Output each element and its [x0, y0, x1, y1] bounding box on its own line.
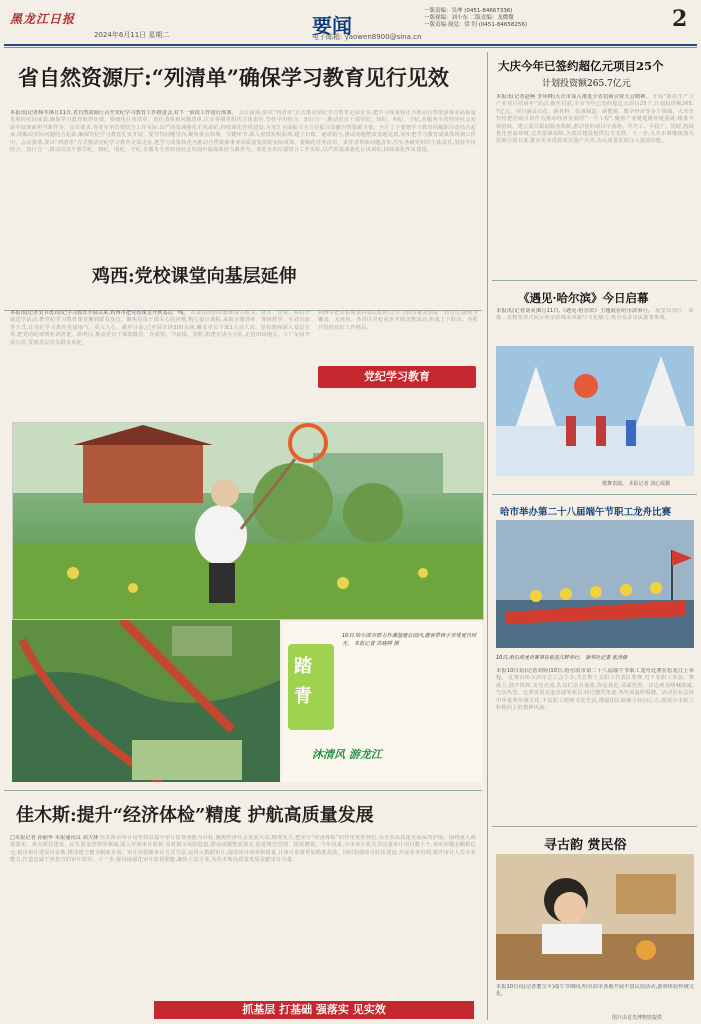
child-with-net-photo [13, 423, 483, 619]
headline: 大庆今年已签约超亿元项目25个 [498, 59, 664, 73]
feature-title: 踏青 [294, 656, 312, 707]
subheadline: 计划投资额265.7亿元 [542, 79, 631, 89]
photo-credit: 歌舞表演。 本报记者 刘心瑶摄 [602, 481, 671, 487]
section-title: 要闻 [312, 14, 352, 38]
campaign-banner [154, 1001, 474, 1019]
feature-title-block [288, 644, 334, 730]
campaign-banner-text: 党纪学习教育 [364, 370, 430, 383]
article-body [496, 94, 694, 276]
newspaper-brand: 黑龙江日报 [10, 12, 76, 26]
body-text: 鸡西市把党校课堂向基层延伸,让学习教育覆盖到每一名党员,做到全覆盖、无死角。各县区党校同步开展送教活动,形成上下联动、齐抓共管的良好工作格局。 [318, 310, 478, 331]
editor-contacts [424, 8, 654, 29]
header-rule-thin [4, 47, 697, 48]
lead-paragraph: 本报讯(记者赵畅 李风峰)大庆市深入推进全省招商引资大会精神。 [496, 94, 651, 100]
photo-credit: 图片由首先博物馆提供 [612, 1015, 663, 1021]
page-number: 2 [672, 6, 688, 32]
body-text: 佳木斯市审计局坚持以提升审计监督效能为目标,聚焦经济社会发展大局,精准发力,把审计“经济体检”的作用发挥到位,为全市高质量发展保驾护航。围绕重大政策落实、重点项目建设、民生资金管理等领域,深入开展审计监督,及时揭示风险隐患,推动问题整改落实,促进规范管理、提质增效。今年以来,全市审计机关共完成审计项目数十个,查出问题金额数亿元,提出审计建议百余条,推动建立健全制度多项。审计局创新审计方式方法,运用大数据审计,提高审计效率和质量,让审计监督更加精准高效。同时加强审计队伍建设,开展业务培训,提升审计人员专业能力,打造忠诚干净担当的审计铁军。下一步,将持续强化审计监督职能,聚焦主责主业,为佳木斯高质量发展贡献审计力量。 [10, 835, 476, 864]
issue-date: 2024年6月11日 星期二 [94, 31, 170, 39]
body-text: 开展“新质生产力产业项目招商年”活动,截至目前,全市今年已签约超亿元项目25个,计划投资额265.7亿元。项目涵盖石化、新材料、装备制造、新能源、数字经济等多个领域。大庆市坚持把招商引资作为推动经济发展的“一号工程”,聚焦产业链延链补链强链,精准开展招商。建立项目跟踪服务机制,推动签约项目早落地、早开工、早投产。同时,持续优化营商环境,完善要素保障,为项目建设提供有力支撑。下一步,大庆市将继续加大招商引资力度,推动更多优质项目落户大庆,为高质量发展注入强劲动能。 [496, 94, 694, 145]
lead-paragraph: 本报讯(记者刘美)6月11日,《遇见·哈尔滨》主题展在哈尔滨举行。 [496, 308, 654, 314]
dragon-boat-race-photo [496, 520, 694, 648]
article-body-continued [318, 310, 478, 362]
byline: □本报记者 孙丽华 本报通讯员 刘天林 [10, 835, 99, 841]
photo-caption: 10日,哈尔滨市群力外滩湿地公园内,游客带孩子享受夏日时光。 本报记者 苏晓婷 摄 [342, 633, 477, 647]
campaign-banner [318, 366, 476, 388]
campaign-banner-text: 抓基层 打基础 强落实 见实效 [242, 1003, 386, 1016]
article-daqing [492, 52, 697, 281]
column-divider [487, 52, 488, 1020]
body-text: 展览以图片、影像、实物等形式展示哈尔滨城市风貌与文化魅力,吸引众多市民游客参观。 [496, 308, 694, 322]
contact-line: 一版责编·视觉：常 钊 (0451-84658256) [424, 22, 528, 28]
article-dragon-boat [492, 498, 697, 827]
headline: 鸡西:党校课堂向基层延伸 [92, 266, 297, 287]
article-body [496, 668, 694, 820]
contact-line: 一版责编：吴坤 (0451-84667336) [424, 8, 513, 14]
wetland-boardwalk-photo [12, 620, 280, 782]
contact-line: 一版视编：刘小东 二版责编：龙微微 [424, 15, 514, 21]
headline: 佳木斯:提升“经济体检”精度 护航高质量发展 [16, 805, 374, 826]
exhibition-photo [496, 346, 694, 476]
main-photo [12, 422, 484, 620]
photo-caption-box [282, 622, 482, 782]
headline: 省自然资源厅:“列清单”确保学习教育见行见效 [18, 65, 449, 90]
body-text: 会议强调,要以“列清单”方式推动党纪学习教育走深走实,把学习成果转化为推动自然资源事业高质量发展的实际成效,确保学习教育取得实效。要细化任务清单、责任清单和问题清单,压实各级党组织主体责任,坚持学用结合、知行合一,推动党员干部学纪、知纪、明纪、守纪,在服务全省经济社会发展中展现新担当新作为。会议要求,各处室单位要结合工作实际,以严的基调强化正风肃纪,持续深化作风建设,为龙江全面振兴全方位振兴贡献自然资源力量。全厅上下要把学习教育同履职尽责结合起来,同解决实际问题结合起来,确保党纪学习教育扎实开展。要坚持问题导向,聚焦重点领域、关键环节,深入查找短板弱项,建立台账、逐项销号,推动问题整改落地见效,切实把学习教育成果体现到工作中。会议强调,要以“列清单”方式推动党纪学习教育走深走实,把学习成果转化为推动自然资源事业高质量发展的实际成效。要细化任务清单、责任清单和问题清单,压实各级党组织主体责任,坚持学用结合、知行合一,推动党员干部学纪、知纪、明纪、守纪,在服务全省经济社会发展中展现新担当新作为。各处室单位要结合工作实际,以严的基调强化正风肃纪,持续深化作风建设。 [10, 110, 476, 154]
photo-caption: 10日,哈尔滨龙舟赛事在松花江畔举行。 新华社记者 张涛摄 [496, 655, 628, 661]
article-harbin-exhibition [492, 284, 697, 495]
child-crafts-photo [496, 854, 694, 980]
body-text: 市委党校组织教师深入机关、社区、企业、乡村开展送学活动,把党纪学习教育课堂搬到群众身边。聚焦党员干部关心的问题,精心设计课程,采取专题讲座、现场教学、互动交流等方式,让党纪学习教育更接地气、更入人心。截至目前,已开展宣讲300余场,覆盖党员干部1万余人次。党校教师深入基层宣讲,把党的纪律规矩讲清楚、讲明白,推动党员干部知敬畏、存戒惧、守底线。同时,组建宣讲小分队,走进田间地头、工厂车间开展宣讲,受到基层党员群众欢迎。 [10, 310, 310, 346]
headline: 寻古韵 赏民俗 [544, 838, 627, 853]
article-body [10, 310, 310, 408]
lead-paragraph: 本报讯(记者杨冬)6月11日,省自然资源厅召开党纪学习教育工作推进会,对下一阶段工作进行部署。 [10, 110, 237, 116]
article-body [496, 984, 694, 1014]
article-folk-customs [492, 830, 697, 1022]
wetland-photo [12, 620, 280, 782]
headline: 哈市举办第二十八届端午节职工龙舟比赛 [500, 507, 672, 518]
folk-customs-photo [496, 854, 694, 980]
photo-caption: 本报10日讯(记者董宝平)端午节期间,哈尔滨市各地开展丰富民俗活动,游客体验传统文化。 [496, 984, 694, 998]
lead-paragraph: 本报讯(记者吴书勇)党纪学习教育开展以来,鸡西市把党校课堂开到基层一线。 [10, 310, 189, 316]
stage-performance-photo [496, 346, 694, 476]
header-rule [4, 44, 697, 46]
article-body [10, 835, 476, 985]
tourism-logo: 沐清风 游龙江 [312, 748, 382, 761]
section-email: 电子邮箱: yaowen8900@sina.cn [312, 33, 422, 41]
article-body [496, 308, 694, 344]
masthead [4, 4, 697, 42]
dragon-boat-photo [496, 520, 694, 648]
article-jiamusi [4, 790, 482, 1023]
lead-paragraph: 本报10日讯(记者刘婷)10日,哈尔滨市第二十八届端午节职工龙舟比赛在松花江上举行。 [496, 668, 694, 682]
body-text: 比赛由哈尔滨市总工会主办,共有数十支职工代表队参赛,近千名职工参加。赛场上,鼓声阵阵,龙舟竞渡,队员们奋力划桨,你追我赶,场面热烈。岸边观众呐喊助威,气氛热烈。比赛设置直道竞速等项目,经过激烈角逐,各奖项最终揭晓。活动旨在弘扬中华优秀传统文化,丰富职工精神文化生活,增强团队凝聚力和向心力,展现全市职工积极向上的精神风貌。 [496, 675, 694, 712]
headline: 《遇见·哈尔滨》今日启幕 [518, 291, 649, 305]
